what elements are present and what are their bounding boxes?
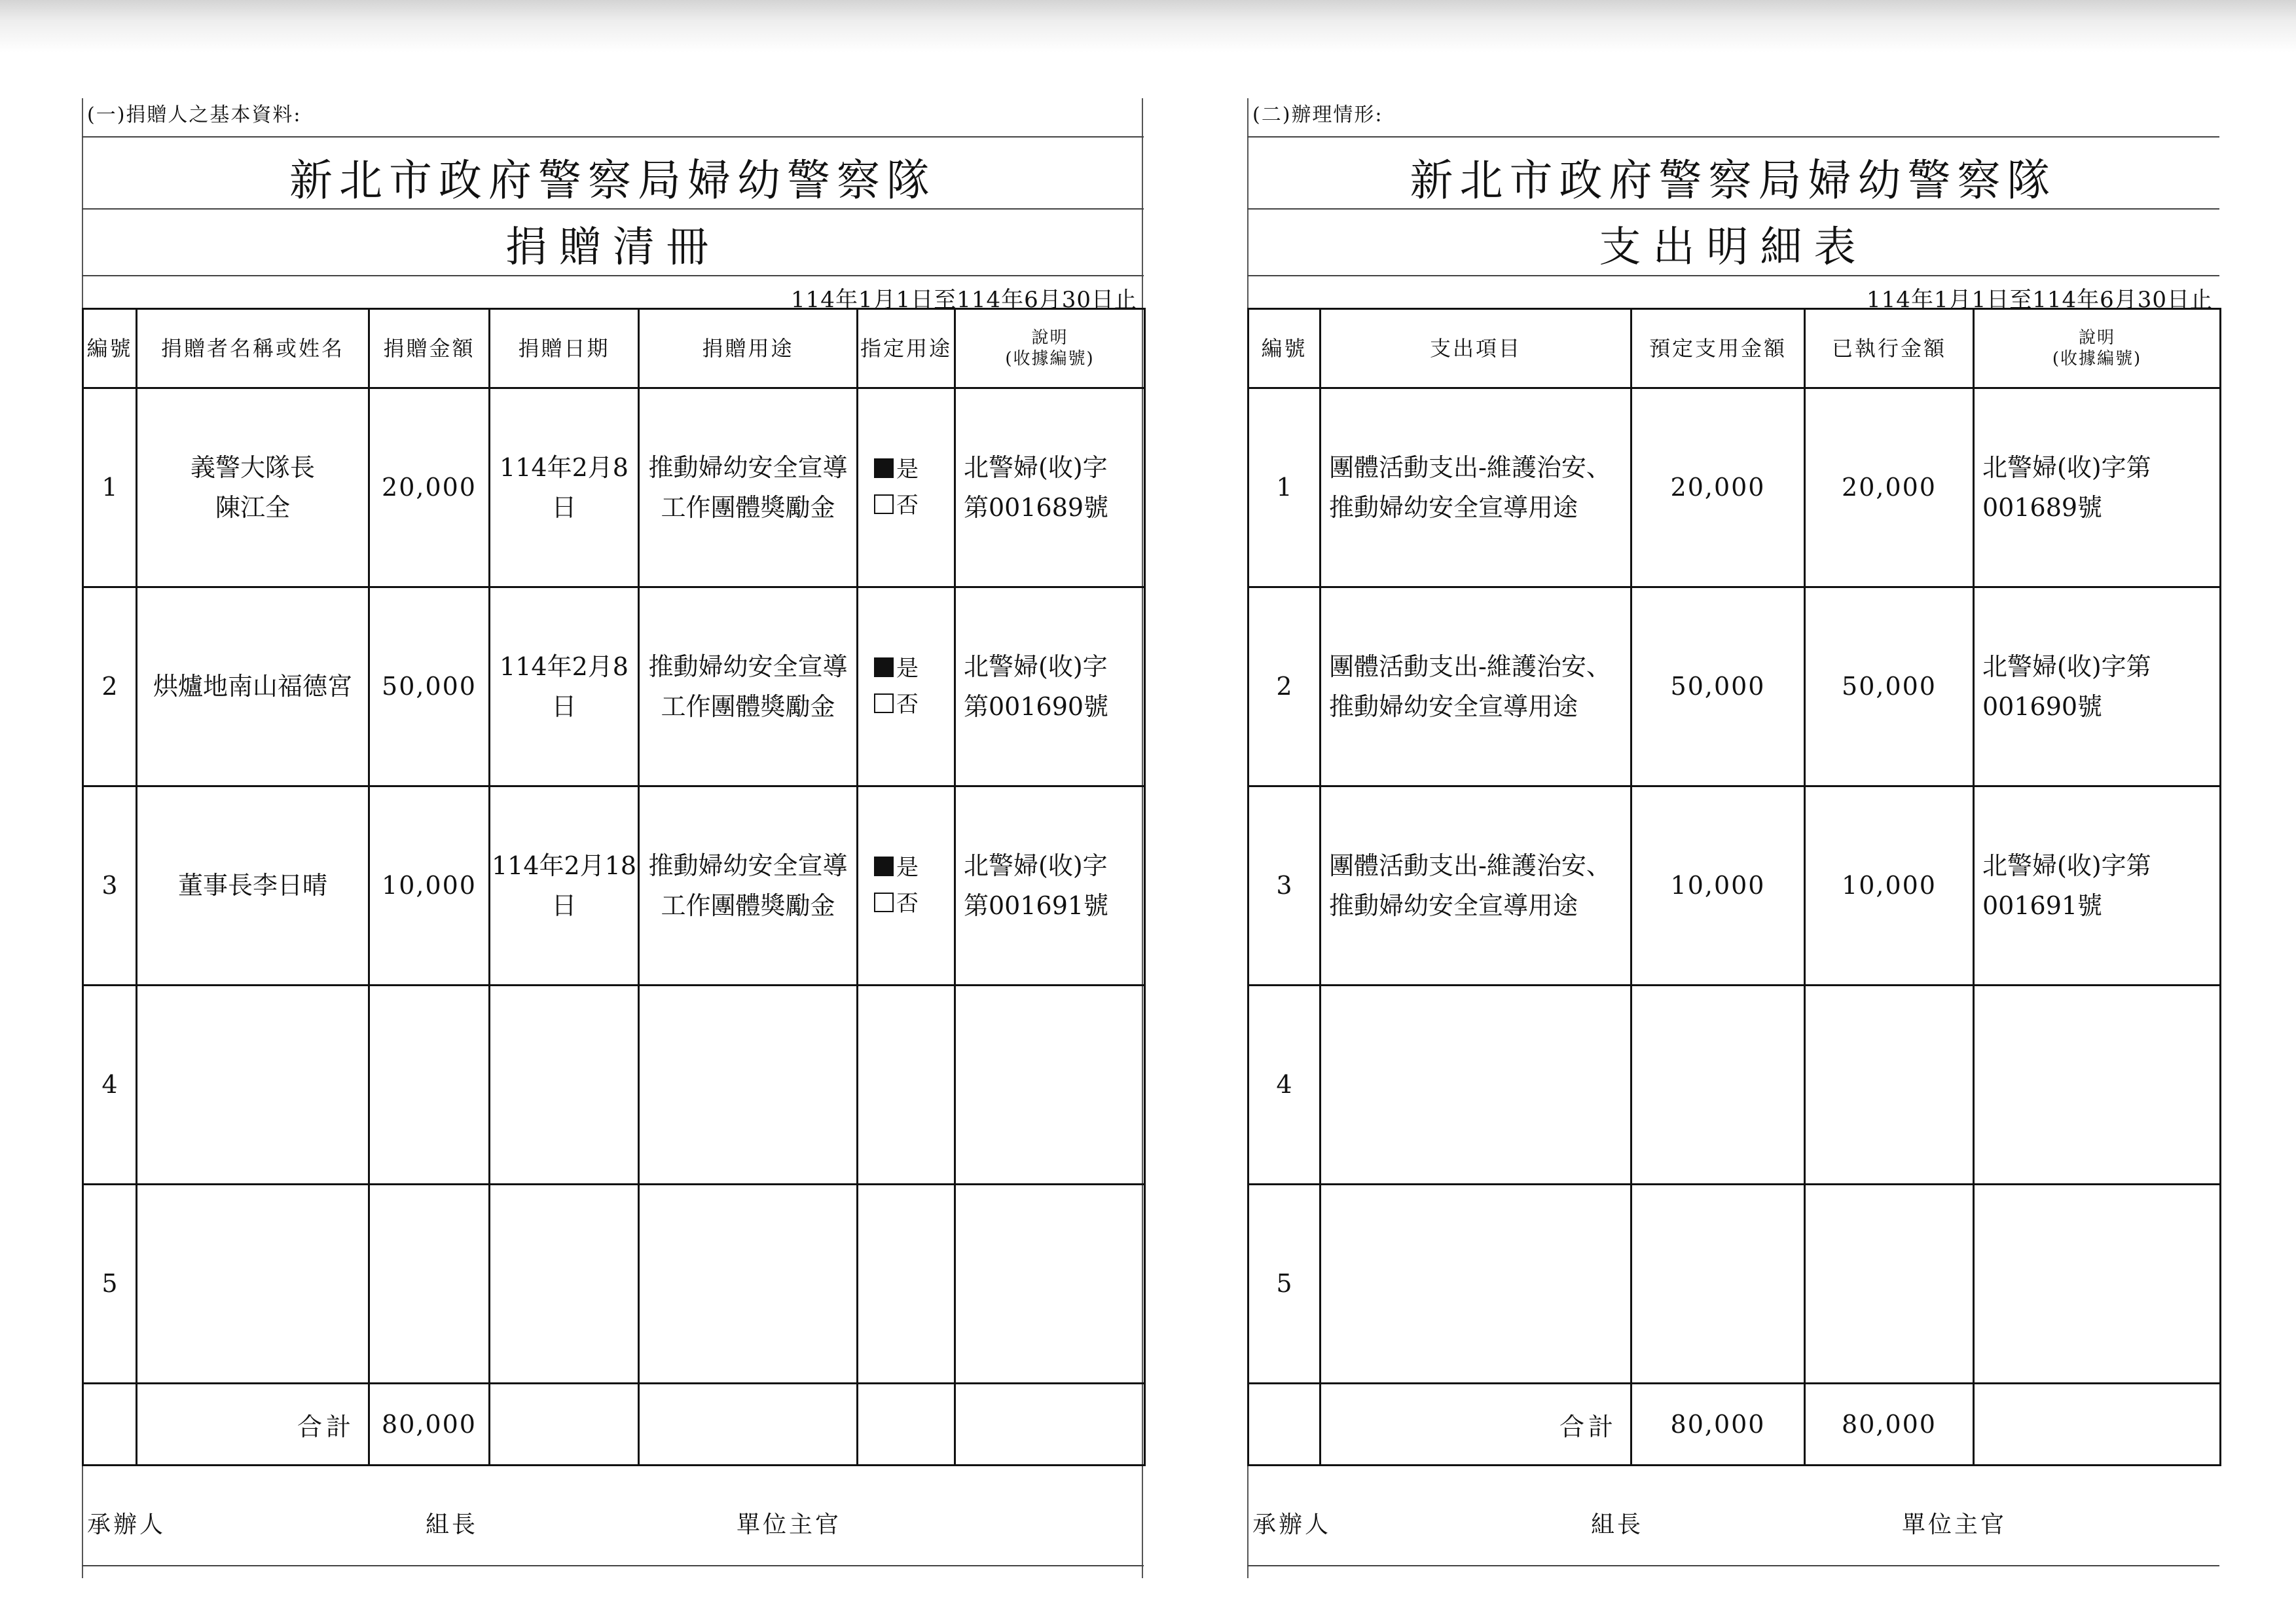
receipt-note xyxy=(955,986,1145,1185)
rule-line xyxy=(1247,1565,2219,1566)
total-spacer xyxy=(1248,1384,1321,1466)
row-no: 2 xyxy=(83,587,137,786)
rule-line xyxy=(1247,208,2219,210)
header-note xyxy=(1974,309,2221,388)
donation-amount: 50,000 xyxy=(369,587,490,786)
option-no-label: 否 xyxy=(896,890,919,917)
supervisor-label: 單位主官 xyxy=(1902,1511,2007,1538)
donation-purpose xyxy=(639,587,858,786)
receipt-line2: 第001689號 xyxy=(964,492,1109,522)
handler-label: 承辦人 xyxy=(1252,1511,1332,1538)
executed-amount: 50,000 xyxy=(1805,587,1974,786)
executed-amount: 20,000 xyxy=(1805,388,1974,587)
donation-amount xyxy=(369,986,490,1185)
designated-options xyxy=(858,786,955,986)
receipt-line2: 001691號 xyxy=(1982,891,2103,920)
table-row xyxy=(83,1185,1145,1384)
planned-amount: 20,000 xyxy=(1631,388,1805,587)
header-date: 捐贈日期 xyxy=(490,309,639,388)
rule-line xyxy=(1247,275,2219,276)
option-yes-label: 是 xyxy=(896,855,919,881)
header-note-line1: 說明 xyxy=(2078,327,2115,348)
table-row xyxy=(1248,1185,2221,1384)
total-planned: 80,000 xyxy=(1631,1384,1805,1466)
option-no xyxy=(858,886,954,921)
donor-name xyxy=(137,786,369,986)
item-line2: 推動婦幼安全宣導用途 xyxy=(1329,891,1578,920)
header-note-line2: (收據編號) xyxy=(2052,349,2142,369)
unchecked-box-icon xyxy=(874,893,894,912)
receipt-note xyxy=(955,587,1145,786)
header-note-line2: (收據編號) xyxy=(1005,349,1095,369)
donation-purpose xyxy=(639,986,858,1185)
table-row xyxy=(1248,786,2221,986)
option-yes xyxy=(858,850,954,885)
rule-line xyxy=(82,136,1144,138)
rule-line xyxy=(82,275,1144,276)
donation-date xyxy=(490,986,639,1185)
purpose-line2: 工作團體獎勵金 xyxy=(661,492,835,522)
table-row xyxy=(83,587,1145,786)
option-yes-label: 是 xyxy=(896,655,919,682)
rule-line xyxy=(82,208,1144,210)
donation-purpose xyxy=(639,1185,858,1384)
donor-name xyxy=(137,388,369,587)
donation-date: 114年2月8日 xyxy=(490,388,639,587)
donation-date: 114年2月18日 xyxy=(490,786,639,986)
header-no: 編號 xyxy=(83,309,137,388)
receipt-note xyxy=(1974,1185,2221,1384)
option-yes-label: 是 xyxy=(896,456,919,483)
donation-table xyxy=(82,308,1146,1466)
option-no xyxy=(858,687,954,722)
donation-amount: 10,000 xyxy=(369,786,490,986)
receipt-line1: 北警婦(收)字 xyxy=(964,652,1108,681)
section-label: (一)捐贈人之基本資料: xyxy=(87,103,302,126)
unchecked-box-icon xyxy=(874,693,894,713)
row-no: 5 xyxy=(83,1185,137,1384)
signature-footer xyxy=(1247,1506,2219,1545)
donor-name-line1: 義警大隊長 xyxy=(190,452,315,482)
total-spacer xyxy=(83,1384,137,1466)
total-label: 合計 xyxy=(137,1384,369,1466)
donor-name-line2: 陳江全 xyxy=(215,492,290,522)
expense-item xyxy=(1321,388,1631,587)
checked-box-icon xyxy=(874,657,894,677)
doc-title: 捐贈清冊 xyxy=(505,223,720,272)
total-empty xyxy=(639,1384,858,1466)
total-empty xyxy=(955,1384,1145,1466)
total-amount: 80,000 xyxy=(369,1384,490,1466)
expense-item xyxy=(1321,786,1631,986)
option-yes xyxy=(858,452,954,487)
row-no: 4 xyxy=(83,986,137,1185)
header-item: 支出項目 xyxy=(1321,309,1631,388)
receipt-note xyxy=(1974,786,2221,986)
header-designated: 指定用途 xyxy=(858,309,955,388)
date-range: 114年1月1日至114年6月30日止 xyxy=(1867,287,2213,313)
receipt-line1: 北警婦(收)字 xyxy=(964,452,1108,482)
receipt-note xyxy=(955,786,1145,986)
header-donor: 捐贈者名稱或姓名 xyxy=(137,309,369,388)
receipt-line1: 北警婦(收)字第 xyxy=(1982,851,2151,880)
planned-amount xyxy=(1631,986,1805,1185)
receipt-note xyxy=(955,388,1145,587)
purpose-line2: 工作團體獎勵金 xyxy=(661,692,835,721)
expense-table xyxy=(1247,308,2221,1466)
receipt-line2: 001690號 xyxy=(1982,692,2103,721)
row-no: 5 xyxy=(1248,1185,1321,1384)
donor-name-line1: 烘爐地南山福德宮 xyxy=(153,672,352,701)
donation-date: 114年2月8日 xyxy=(490,587,639,786)
receipt-line1: 北警婦(收)字第 xyxy=(1982,452,2151,482)
item-line2: 推動婦幼安全宣導用途 xyxy=(1329,492,1578,522)
total-row xyxy=(1248,1384,2221,1466)
donation-purpose xyxy=(639,786,858,986)
doc-title: 支出明細表 xyxy=(1599,223,1868,272)
unchecked-box-icon xyxy=(874,494,894,514)
expense-item xyxy=(1321,587,1631,786)
option-no xyxy=(858,488,954,523)
header-amount: 捐贈金額 xyxy=(369,309,490,388)
leader-label: 組長 xyxy=(426,1511,479,1538)
total-empty xyxy=(858,1384,955,1466)
supervisor-label: 單位主官 xyxy=(737,1511,842,1538)
signature-footer xyxy=(82,1506,1144,1545)
receipt-line2: 第001690號 xyxy=(964,692,1109,721)
total-empty xyxy=(490,1384,639,1466)
scan-shadow xyxy=(0,0,2296,52)
header-purpose: 捐贈用途 xyxy=(639,309,858,388)
receipt-line1: 北警婦(收)字第 xyxy=(1982,652,2151,681)
receipt-note xyxy=(1974,986,2221,1185)
header-row xyxy=(83,309,1145,388)
handler-label: 承辦人 xyxy=(87,1511,166,1538)
option-no-label: 否 xyxy=(896,492,919,519)
total-label: 合計 xyxy=(1321,1384,1631,1466)
row-no: 4 xyxy=(1248,986,1321,1185)
table-row xyxy=(83,786,1145,986)
designated-options xyxy=(858,1185,955,1384)
planned-amount: 10,000 xyxy=(1631,786,1805,986)
donor-name-line1: 董事長李日晴 xyxy=(177,871,327,900)
donor-name xyxy=(137,587,369,786)
planned-amount xyxy=(1631,1185,1805,1384)
purpose-line2: 工作團體獎勵金 xyxy=(661,891,835,920)
header-note xyxy=(955,309,1145,388)
receipt-note xyxy=(1974,587,2221,786)
header-note-line1: 說明 xyxy=(1031,327,1068,348)
rule-line xyxy=(1247,136,2219,138)
donation-date xyxy=(490,1185,639,1384)
header-planned: 預定支用金額 xyxy=(1631,309,1805,388)
total-executed: 80,000 xyxy=(1805,1384,1974,1466)
item-line2: 推動婦幼安全宣導用途 xyxy=(1329,692,1578,721)
expense-item xyxy=(1321,1185,1631,1384)
receipt-line2: 第001691號 xyxy=(964,891,1109,920)
header-row xyxy=(1248,309,2221,388)
org-title: 新北市政府警察局婦幼警察隊 xyxy=(289,155,936,206)
header-no: 編號 xyxy=(1248,309,1321,388)
org-title: 新北市政府警察局婦幼警察隊 xyxy=(1410,155,2057,206)
designated-options xyxy=(858,388,955,587)
total-empty xyxy=(1974,1384,2221,1466)
receipt-note xyxy=(955,1185,1145,1384)
receipt-line1: 北警婦(收)字 xyxy=(964,851,1108,880)
section-label: (二)辦理情形: xyxy=(1252,103,1383,126)
total-row xyxy=(83,1384,1145,1466)
checked-box-icon xyxy=(874,458,894,478)
row-no: 1 xyxy=(83,388,137,587)
donation-purpose xyxy=(639,388,858,587)
designated-options xyxy=(858,587,955,786)
receipt-line2: 001689號 xyxy=(1982,492,2103,522)
item-line1: 團體活動支出-維護治安、 xyxy=(1329,652,1611,681)
executed-amount xyxy=(1805,1185,1974,1384)
table-row xyxy=(83,986,1145,1185)
item-line1: 團體活動支出-維護治安、 xyxy=(1329,851,1611,880)
executed-amount xyxy=(1805,986,1974,1185)
designated-options xyxy=(858,986,955,1185)
planned-amount: 50,000 xyxy=(1631,587,1805,786)
purpose-line1: 推動婦幼安全宣導 xyxy=(648,851,848,880)
rule-line xyxy=(82,1565,1144,1566)
purpose-line1: 推動婦幼安全宣導 xyxy=(648,652,848,681)
row-no: 3 xyxy=(1248,786,1321,986)
row-no: 2 xyxy=(1248,587,1321,786)
donor-name xyxy=(137,986,369,1185)
executed-amount: 10,000 xyxy=(1805,786,1974,986)
leader-label: 組長 xyxy=(1591,1511,1644,1538)
expense-item xyxy=(1321,986,1631,1185)
checked-box-icon xyxy=(874,857,894,876)
row-no: 1 xyxy=(1248,388,1321,587)
donor-name xyxy=(137,1185,369,1384)
receipt-note xyxy=(1974,388,2221,587)
purpose-line1: 推動婦幼安全宣導 xyxy=(648,452,848,482)
table-row xyxy=(83,388,1145,587)
header-executed: 已執行金額 xyxy=(1805,309,1974,388)
table-row xyxy=(1248,388,2221,587)
row-no: 3 xyxy=(83,786,137,986)
option-no-label: 否 xyxy=(896,691,919,718)
date-range: 114年1月1日至114年6月30日止 xyxy=(791,287,1137,313)
table-row xyxy=(1248,986,2221,1185)
item-line1: 團體活動支出-維護治安、 xyxy=(1329,452,1611,482)
option-yes xyxy=(858,651,954,686)
donation-amount xyxy=(369,1185,490,1384)
table-row xyxy=(1248,587,2221,786)
donation-amount: 20,000 xyxy=(369,388,490,587)
